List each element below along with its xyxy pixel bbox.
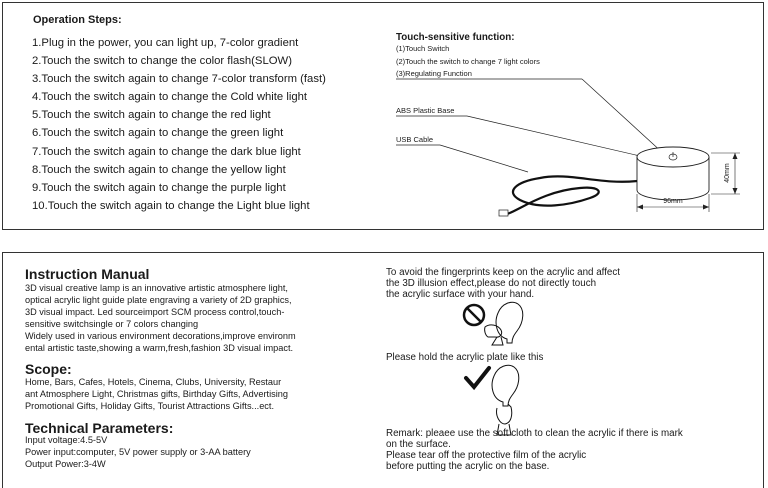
step-item: 9.Touch the switch again to change the purple light	[32, 181, 286, 194]
step-item: 8.Touch the switch again to change the yellow light	[32, 163, 286, 176]
technical-line: Power input:computer, 5V power supply or 3-AA battery	[25, 447, 251, 457]
touch-function-title: Touch-sensitive function:	[396, 32, 515, 43]
hold-instruction: Please hold the acrylic plate like this	[386, 352, 544, 363]
step-item: 2.Touch the switch to change the color flash(SLOW)	[32, 55, 292, 68]
step-item: 6.Touch the switch again to change the green light	[32, 127, 284, 140]
step-item: 3.Touch the switch again to change 7-color transform (fast)	[32, 73, 326, 86]
height-dimension-label: 40mm	[724, 163, 731, 183]
scope-title: Scope:	[25, 361, 72, 377]
manual-line: 3D visual impact. Led sourceimport SCM process control,touch-	[25, 307, 285, 317]
touch-item: (1)Touch Switch	[396, 44, 450, 53]
step-item: 7.Touch the switch again to change the dark blue light	[32, 145, 301, 158]
manual-line: 3D visual creative lamp is an innovative artistic atmosphere light,	[25, 283, 288, 293]
fingerprint-line: the acrylic surface with your hand.	[386, 289, 535, 300]
manual-line: ental artistic taste,showing a warm,fresh,fashion 3D visual impact.	[25, 343, 294, 353]
manual-line: Widely used in various environment decorations,improve environm	[25, 331, 296, 341]
technical-line: Output Power:3-4W	[25, 459, 106, 469]
step-item: 5.Touch the switch again to change the red light	[32, 109, 271, 122]
fingerprint-line: To avoid the fingerprints keep on the acrylic and affect	[386, 267, 620, 278]
touch-item: (2)Touch the switch to change 7 light colors	[396, 57, 540, 66]
remark-line: before putting the acrylic on the base.	[386, 461, 550, 472]
manual-line: sensitive switchsingle or 7 colors changing	[25, 319, 199, 329]
manual-line: optical acrylic light guide plate engraving a variety of 2D graphics,	[25, 295, 292, 305]
step-item: 4.Touch the switch again to change the Cold white light	[32, 91, 308, 104]
step-item: 10.Touch the switch again to change the Light blue light	[32, 199, 310, 212]
width-dimension-label: 96mm	[663, 198, 683, 205]
abs-base-label: ABS Plastic Base	[396, 106, 455, 115]
remark-line: on the surface.	[386, 439, 451, 450]
remark-line: Please tear off the protective film of the acrylic	[386, 450, 587, 461]
scope-line: ant Atmosphere Light, Christmas gifts, Birthday Gifts, Advertising	[25, 389, 288, 399]
operation-title: Operation Steps:	[33, 14, 122, 26]
scope-line: Home, Bars, Cafes, Hotels, Cinema, Clubs, University, Restaur	[25, 377, 282, 387]
fingerprint-line: the 3D illusion effect,please do not directly touch	[386, 278, 597, 289]
step-item: 1.Plug in the power, you can light up, 7-color gradient	[32, 37, 299, 49]
usb-cable-label: USB Cable	[396, 135, 434, 144]
technical-title: Technical Parameters:	[25, 420, 174, 436]
manual-title: Instruction Manual	[25, 266, 150, 282]
scope-line: Promotional Gifts, Holiday Gifts, Tourist Attractions Gifts...ect.	[25, 401, 274, 411]
remark-line: Remark: pleaee use the soft cloth to clean the acrylic if there is mark	[386, 428, 683, 439]
touch-item: (3)Regulating Function	[396, 69, 472, 78]
technical-line: Input voltage:4.5-5V	[25, 435, 108, 445]
